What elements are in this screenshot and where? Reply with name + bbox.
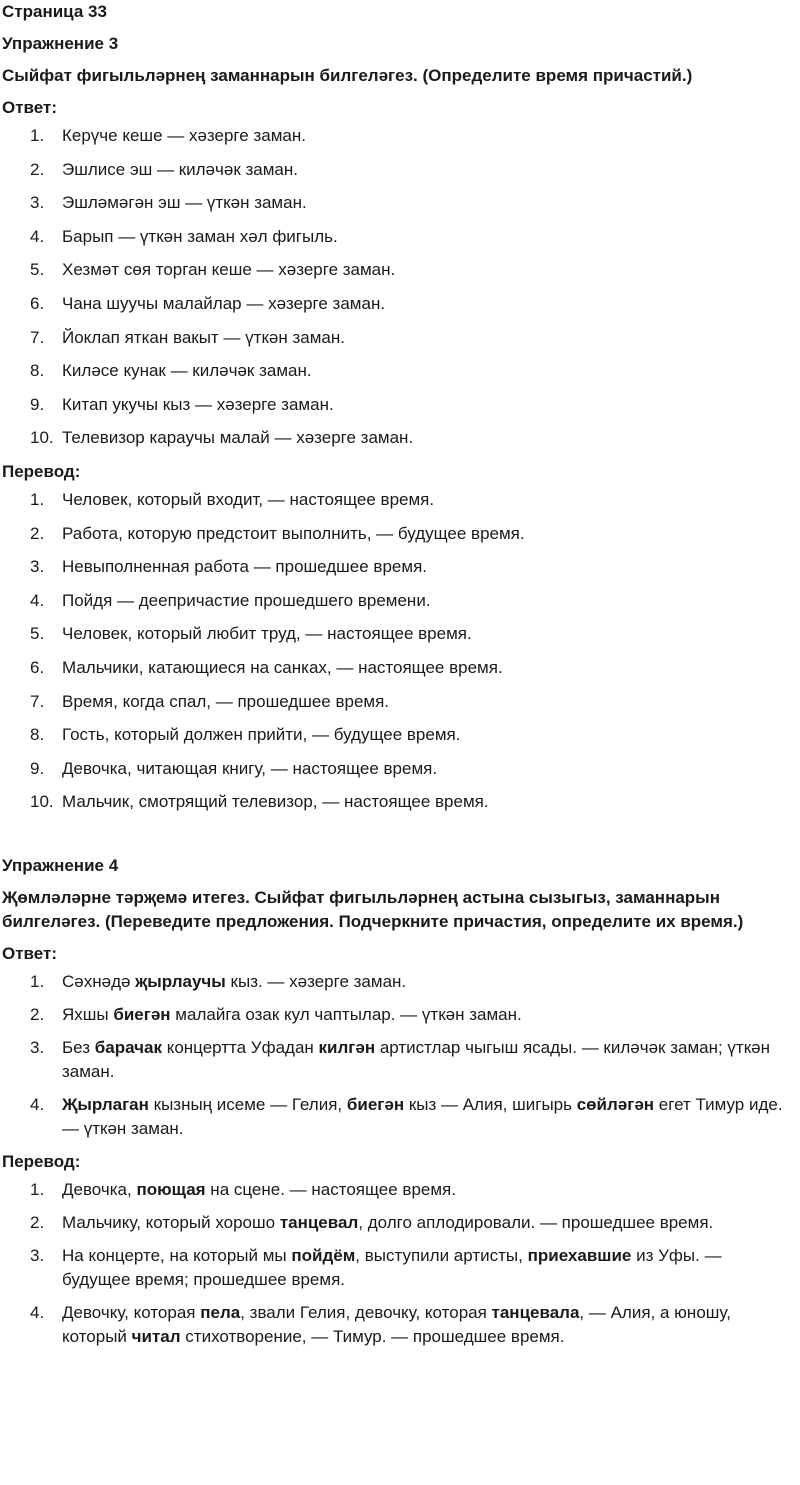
list-item [2,191,794,215]
answer-list [2,124,794,450]
list-item [2,1301,794,1349]
item-text: Мальчик, смотрящий телевизор, — настоящее время. [62,792,489,812]
item-number: 3. [30,557,45,577]
item-text: Человек, который любит труд, — настоящее время. [62,624,472,644]
list-item [2,393,794,417]
item-text: на сцене. — настоящее время. [205,1180,456,1200]
list-item [2,1036,794,1084]
exercise-title: Упражнение 4 [2,856,119,876]
participle-highlight: сөйләгән [576,1095,655,1115]
exercise-task: Сыйфат фигыльләрнең заманнарын билгеләгез. (Определите время причастий.) [2,66,693,85]
list-item [2,522,794,546]
exercise-task: Җөмләләрне тәрҗемә итегез. Сыйфат фигыльләрнең астына сызыгыз, заманнарын билгеләгез. (Переведите предложения. Подчеркните причастия, определите их время.) [2,888,744,932]
list-item [2,1244,794,1292]
item-text: , звали Гелия, девочку, которая [240,1303,492,1323]
list-item [2,790,794,814]
item-number: 2. [30,159,45,179]
participle-highlight: поющая [136,1180,206,1200]
item-number: 9. [30,394,45,414]
item-text: из Уфы. — будущее время; прошедшее время. [62,1246,722,1290]
answer-list [2,970,794,1141]
list-item [2,258,794,282]
list-item [2,1178,794,1202]
answer-label: Ответ: [2,98,57,117]
item-number: 3. [30,193,45,213]
list-item [2,326,794,350]
participle-highlight: читал [131,1327,181,1347]
item-text: малайга озак кул чаптылар. — үткән заман. [170,1005,522,1025]
exercise-3 [2,32,794,814]
item-text: Яхшы [62,1005,114,1025]
list-item [2,622,794,646]
item-number: 7. [30,327,45,347]
item-text: Работа, которую предстоит выполнить, — будущее время. [62,523,525,543]
item-text: Девочку, которая [62,1303,201,1323]
item-number: 6. [30,657,45,677]
item-number: 1. [30,126,45,145]
item-number: 8. [30,725,45,745]
item-number: 10. [30,428,54,448]
item-text: Девочка, читающая книгу, — настоящее время. [62,758,438,778]
item-number: 4. [30,590,45,610]
list-item [2,124,794,148]
exercise-4 [2,854,794,1349]
item-number: 2. [30,1005,45,1025]
item-text: кыз — Алия, шигырь [404,1095,577,1115]
item-text: Человек, который входит, — настоящее время. [62,489,435,509]
list-item [2,589,794,613]
item-text: На концерте, на который мы [62,1246,292,1266]
item-text: концертта Уфадан [161,1038,319,1058]
item-text: Телевизор караучы малай — хәзерге заман. [62,428,414,448]
item-text: Без [62,1038,95,1058]
participle-highlight: танцевала [491,1303,580,1323]
participle-highlight: килгән [318,1038,376,1058]
item-text: Время, когда спал, — прошедшее время. [62,691,390,711]
participle-highlight: пойдём [291,1246,356,1266]
answer-label: Ответ: [2,944,57,964]
item-number: 4. [30,1303,45,1323]
item-text: артистлар чыгыш ясады. — киләчәк заман; үткән заман. [62,1038,770,1082]
item-text: кыз. — хәзерге заман. [225,972,407,992]
list-item [2,970,794,994]
item-text: Эшлисе эш — киләчәк заман. [62,159,298,179]
list-item [2,690,794,714]
participle-highlight: Җырлаган [62,1095,149,1115]
item-number: 1. [30,489,45,509]
list-item [2,1093,794,1141]
item-text: Девочка, [62,1180,137,1200]
item-text: , выступили артисты, [355,1246,528,1266]
item-text: Чана шуучы малайлар — хәзерге заман. [62,293,386,313]
item-text: Китап укучы кыз — хәзерге заман. [62,394,334,414]
participle-highlight: биегән [113,1005,171,1025]
item-text: Гость, который должен прийти, — будущее время. [62,725,461,745]
item-number: 1. [30,1180,45,1200]
item-number: 3. [30,1246,45,1266]
list-item [2,426,794,450]
list-item [2,158,794,182]
participle-highlight: танцевал [279,1213,359,1233]
list-item [2,555,794,579]
list-item [2,1211,794,1235]
list-item [2,723,794,747]
list-item [2,488,794,512]
item-text: Киләсе кунак — киләчәк заман. [62,361,312,381]
item-text: Мальчики, катающиеся на санках, — настоящее время. [62,657,503,677]
item-number: 4. [30,226,45,246]
item-number: 9. [30,758,45,778]
item-text: Керүче кеше — хәзерге заман. [62,126,306,145]
item-number: 5. [30,624,45,644]
item-text: егет Тимур иде. — үткән заман. [62,1095,783,1139]
participle-highlight: барачак [94,1038,162,1058]
item-text: кызның исеме — Гелия, [148,1095,347,1115]
item-text: Йоклап яткан вакыт — үткән заман. [62,327,345,347]
item-number: 1. [30,972,45,992]
translation-label: Перевод: [2,1152,81,1172]
exercise-title: Упражнение 3 [2,34,119,53]
item-number: 10. [30,792,54,812]
item-text: Хезмәт сөя торган кеше — хәзерге заман. [62,260,396,280]
list-item [2,292,794,316]
item-text: , долго аплодировали. — прошедшее время. [358,1213,714,1233]
item-number: 2. [30,1213,45,1233]
list-item [2,359,794,383]
item-number: 5. [30,260,45,280]
item-text: Мальчику, который хорошо [62,1213,280,1233]
item-text: Сәхнәдә [62,972,136,992]
translation-list [2,1178,794,1349]
item-number: 3. [30,1038,45,1058]
translation-label: Перевод: [2,461,81,481]
item-text: стихотворение, — Тимур. — прошедшее время. [180,1327,565,1347]
item-text: , — Алия, а юношу, который [62,1303,731,1347]
item-text: Невыполненная работа — прошедшее время. [62,557,427,577]
item-text: Пойдя — деепричастие прошедшего времени. [62,590,431,610]
participle-highlight: биегән [346,1095,405,1115]
participle-highlight: пела [200,1303,241,1323]
page-title: Страница 33 [2,2,107,21]
item-number: 6. [30,293,45,313]
participle-highlight: җырлаучы [135,972,226,992]
translation-list [2,488,794,814]
item-number: 7. [30,691,45,711]
item-number: 8. [30,361,45,381]
list-item [2,757,794,781]
item-number: 4. [30,1095,45,1115]
item-number: 2. [30,523,45,543]
list-item [2,225,794,249]
item-text: Эшләмәгән эш — үткән заман. [62,193,307,213]
list-item [2,1003,794,1027]
list-item [2,656,794,680]
item-text: Барып — үткән заман хәл фигыль. [62,226,338,246]
participle-highlight: приехавшие [527,1246,632,1266]
